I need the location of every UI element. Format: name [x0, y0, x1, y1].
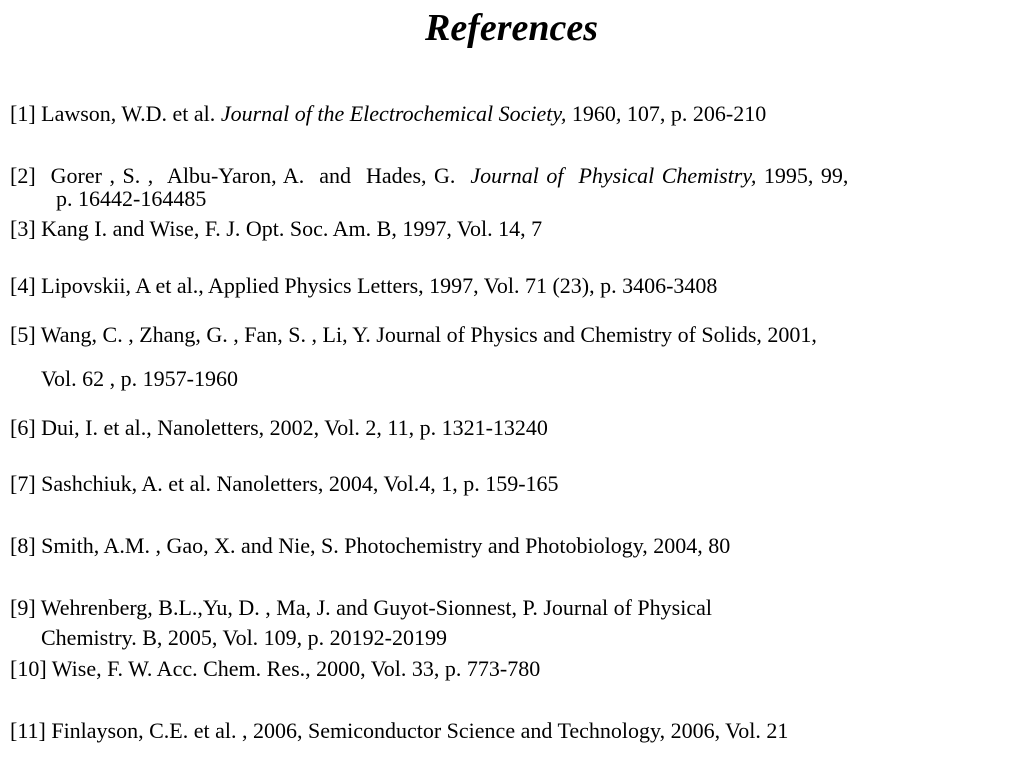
reference-1-year: 1960	[571, 101, 616, 126]
reference-2-journal: Journal of Physical Chemistry,	[470, 163, 757, 188]
reference-2-details: 1995, 99,	[763, 163, 849, 188]
reference-5: [5] Wang, C. , Zhang, G. , Fan, S. , Li, Y. Journal of Physics and Chemistry of Solids, 2001,	[10, 322, 817, 347]
reference-1-journal: Journal of the Electrochemical Society,	[220, 101, 567, 126]
reference-6: [6] Dui, I. et al., Nanoletters, 2002, Vol. 2, 11, p. 1321-13240	[10, 415, 548, 440]
reference-1-authors: Lawson, W.D. et al.	[41, 101, 216, 126]
reference-5-continuation: Vol. 62 , p. 1957-1960	[41, 366, 238, 391]
reference-2-number: [2]	[10, 163, 36, 188]
reference-3: [3] Kang I. and Wise, F. J. Opt. Soc. Am. B, 1997, Vol. 14, 7	[10, 216, 543, 241]
reference-2-continuation: p. 16442-164485	[56, 186, 207, 211]
reference-10: [10] Wise, F. W. Acc. Chem. Res., 2000, Vol. 33, p. 773-780	[10, 656, 541, 681]
reference-1-details: 107, p. 206-210	[626, 101, 767, 126]
reference-9: [9] Wehrenberg, B.L.,Yu, D. , Ma, J. and Guyot-Sionnest, P. Journal of Physical	[10, 595, 712, 620]
reference-4: [4] Lipovskii, A et al., Applied Physics Letters, 1997, Vol. 71 (23), p. 3406-3408	[10, 273, 718, 298]
reference-9-continuation: Chemistry. B, 2005, Vol. 109, p. 20192-20199	[41, 625, 448, 650]
reference-2-authors: Gorer , S. , Albu-Yaron, A. and Hades, G.	[50, 163, 456, 188]
reference-8: [8] Smith, A.M. , Gao, X. and Nie, S. Photochemistry and Photobiology, 2004, 80	[10, 533, 731, 558]
page-title: References	[424, 7, 599, 49]
reference-1-number: [1]	[10, 101, 36, 126]
reference-11: [11] Finlayson, C.E. et al. , 2006, Semiconductor Science and Technology, 2006, Vol. 21	[10, 718, 789, 743]
reference-7: [7] Sashchiuk, A. et al. Nanoletters, 2004, Vol.4, 1, p. 159-165	[10, 471, 559, 496]
reference-1: [1] Lawson, W.D. et al. Journal of the Electrochemical Society, 1960, 107, p. 206-210	[10, 101, 767, 126]
